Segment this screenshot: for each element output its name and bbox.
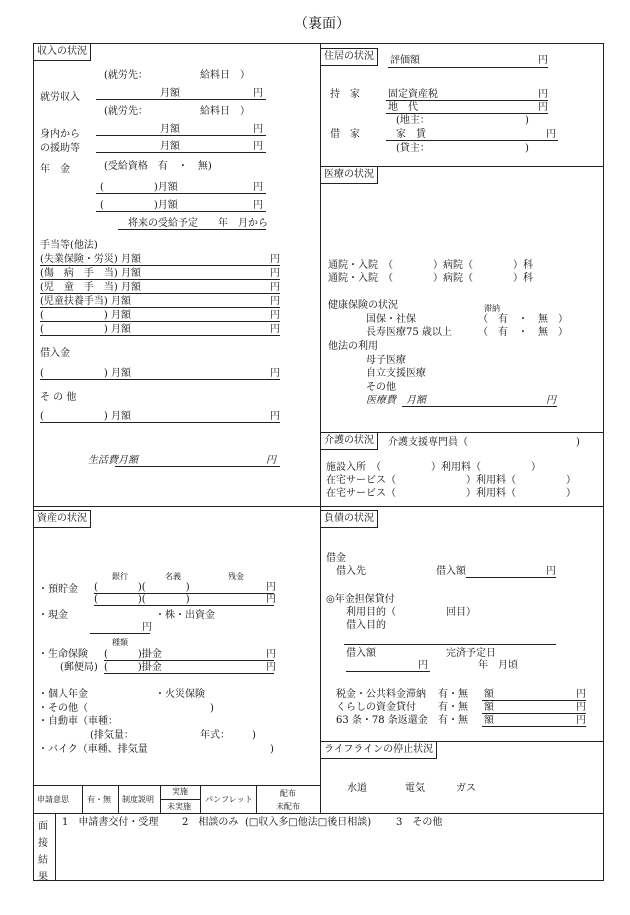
pension-loan: ◎年金担保貸付 — [326, 594, 395, 605]
employer-2: (就労先： — [104, 106, 148, 117]
rent-line — [386, 140, 558, 141]
displacement: (排気量： — [90, 730, 134, 741]
care-close: ) — [576, 437, 580, 448]
type-label: 種類 — [112, 638, 128, 647]
yen-loans: 円 — [270, 368, 280, 379]
payday-1: 給料日 ） — [200, 70, 250, 81]
center-divider — [320, 43, 321, 813]
med-line — [402, 406, 557, 407]
employer-1: (就労先： — [104, 70, 148, 81]
living-underline — [115, 466, 280, 467]
personal-pension: ・個人年金 — [38, 689, 88, 700]
yen-5: 円 — [253, 200, 263, 211]
premium-line-2 — [104, 673, 274, 674]
yen-valuation: 円 — [538, 55, 548, 66]
loans-line: ( ) 月額 — [40, 368, 131, 379]
allowance-row: ( ) 月額 — [40, 324, 131, 335]
landowner-close: ) — [525, 115, 529, 126]
yen-land: 円 — [538, 102, 548, 113]
care-heading: 介護の状況 — [320, 432, 378, 450]
insurance-2-status: （ 有 ・ 無 ） — [478, 327, 568, 338]
stocks: ・株・出資金 — [155, 610, 215, 621]
landowner: (地主： — [396, 115, 430, 126]
rented-house: 借 家 — [330, 129, 360, 140]
footer-application: 申請意思 — [37, 795, 69, 804]
valuation: 評価額 — [390, 55, 420, 66]
yen-other: 円 — [270, 411, 280, 422]
allowance-underline — [40, 335, 280, 336]
model-year: 年式： — [200, 730, 230, 741]
medical-others: その他 — [366, 382, 396, 393]
footer-distributed: 配布 — [280, 789, 296, 798]
property-tax-line — [386, 100, 548, 101]
loan-purpose: 借入目的 — [346, 620, 386, 631]
yen-premium-2: 円 — [266, 662, 276, 673]
allowance-underline — [40, 321, 280, 322]
other-line: ( ) 月額 — [40, 411, 131, 422]
yen-rent: 円 — [546, 129, 556, 140]
arrears-gaku: 額 — [484, 702, 494, 713]
other-underline — [40, 422, 280, 423]
arrears-label: くらしの資金貸付 — [336, 702, 416, 713]
footer-div-2 — [118, 785, 119, 813]
owned-house: 持 家 — [330, 89, 360, 100]
yen-4: 円 — [253, 182, 263, 193]
allowance-yen: 円 — [270, 296, 280, 307]
yen-premium-1: 円 — [266, 649, 276, 660]
yen-living: 円 — [266, 455, 276, 466]
med-cost: 医療費 — [366, 395, 396, 406]
debt-heading: 負債の状況 — [320, 510, 378, 528]
yen-3: 円 — [253, 141, 263, 152]
allowance-yen: 円 — [270, 282, 280, 293]
allowance-yen: 円 — [270, 268, 280, 279]
work-income-line-2 — [96, 135, 266, 136]
assets-other-close: ) — [210, 703, 214, 714]
living-cost: 生活費 — [88, 455, 118, 466]
arrears-yen: 円 — [576, 689, 586, 700]
cash-line — [90, 633, 150, 634]
loans-underline — [40, 379, 280, 380]
yen-deposit-1: 円 — [266, 582, 276, 593]
work-income-label: 就労収入 — [40, 92, 80, 103]
allowance-underline — [40, 293, 280, 294]
property-tax: 固定資産税 — [388, 89, 438, 100]
future-line — [118, 229, 266, 230]
bike: ・バイク（車種、排気量 — [38, 744, 148, 755]
family-support-1: 身内から — [40, 129, 80, 140]
year-month: 年 月頃 — [478, 660, 518, 671]
lifeline-electricity: 電気 — [405, 783, 425, 794]
assets-other: ・その他（ — [38, 703, 88, 714]
allowance-yen: 円 — [270, 324, 280, 335]
post-office: (郵便局) — [60, 662, 98, 673]
debt-lender: 借入先 — [336, 566, 366, 577]
allowance-row: (児 童 手 当) 月額 — [40, 282, 141, 293]
monthly-3: 月額 — [160, 141, 180, 152]
bank-label: 銀行 — [112, 572, 128, 581]
allowances-heading: 手当等(他法) — [40, 240, 98, 251]
fire-insurance: ・火災保険 — [155, 689, 205, 700]
arrears-yes-no: 有・無 — [438, 689, 468, 700]
loans-heading: 借入金 — [40, 348, 70, 359]
allowance-underline — [40, 265, 280, 266]
balance-label: 残金 — [228, 572, 244, 581]
valuation-line — [388, 67, 548, 68]
nominee-label: 名義 — [165, 572, 181, 581]
payday-2: 給料日 ） — [200, 106, 250, 117]
care-facility: 施設入所 （ ）利用料（ ） — [326, 462, 541, 473]
arrears-underline — [482, 700, 586, 701]
other-heading: そ の 他 — [40, 392, 77, 403]
monthly-2: 月額 — [160, 124, 180, 135]
care-home-2: 在宅サービス（ ）利用料（ ） — [326, 488, 576, 499]
lifeline-heading: ライフラインの停止状況 — [320, 741, 437, 759]
footer-yes-no: 有・無 — [87, 795, 111, 804]
arrears-yen: 円 — [576, 715, 586, 726]
arrears-yen: 円 — [576, 702, 586, 713]
interview-option-2: 2 相談のみ — [182, 817, 239, 828]
arrears-label: 滞納 — [484, 304, 500, 313]
footer-bottom — [33, 813, 604, 814]
lifeline-water: 水道 — [347, 783, 367, 794]
arrears-gaku: 額 — [484, 689, 494, 700]
allowance-yen: 円 — [270, 254, 280, 265]
monthly-1: 月額 — [160, 88, 180, 99]
interview-option-1: 1 申請書交付・受理 — [62, 817, 159, 828]
med-monthly: 月額 — [406, 395, 426, 406]
rent: 家 賃 — [396, 129, 426, 140]
life-insurance: ・生命保険 — [38, 649, 88, 660]
yen-amount: 円 — [418, 660, 428, 671]
assets-heading: 資産の状況 — [33, 510, 91, 528]
insurance-1-status: （ 有 ・ 無 ） — [478, 314, 568, 325]
insurance-1: 国保・社保 — [366, 314, 416, 325]
pension-line-2 — [96, 211, 266, 212]
arrears-gaku: 額 — [484, 715, 494, 726]
car: ・自動車（車種： — [38, 716, 118, 727]
middle-divider — [33, 506, 604, 507]
yen-med: 円 — [546, 395, 556, 406]
interview-option-2-detail: (□収入多□他法□後日相談) — [245, 817, 372, 828]
loan-use: 利用目的（ 回目） — [346, 607, 476, 618]
allowance-yen: 円 — [270, 310, 280, 321]
pension-monthly-1: ( )月額 — [100, 182, 178, 193]
allowance-underline — [40, 307, 280, 308]
premium-1: ( )掛金 — [104, 649, 162, 660]
footer-div-4 — [200, 785, 201, 813]
allowance-row: (失業保険・労災) 月額 — [40, 254, 141, 265]
page-title: （裏面） — [294, 16, 350, 32]
work-income-line-1 — [96, 99, 266, 100]
footer-pamphlet: パンフレット — [205, 795, 253, 804]
arrears-label: 63 条・78 条返還金 — [336, 715, 428, 726]
arrears-label: 税金・公共料金滞納 — [336, 689, 426, 700]
arrears-underline — [482, 726, 586, 727]
car-close: ) — [252, 730, 256, 741]
land-rent: 地 代 — [388, 102, 418, 113]
yen-1: 円 — [253, 88, 263, 99]
footer-div-1 — [82, 785, 83, 813]
pension-eligibility: (受給資格 有 ・ 無) — [104, 161, 212, 172]
allowance-row: (傷 病 手 当) 月額 — [40, 268, 141, 279]
family-support-2: の援助等 — [40, 143, 80, 154]
borrowed-line — [466, 577, 556, 578]
family-line — [96, 152, 266, 153]
yen-2: 円 — [253, 124, 263, 135]
pension-amount: 借入額 — [346, 648, 376, 659]
medical-visit-1: 通院・入院 （ ）病院（ ）科 — [328, 260, 533, 271]
footer-explanation: 制度説明 — [122, 795, 154, 804]
arrears-underline — [482, 713, 586, 714]
other-law: 他法の利用 — [328, 341, 378, 352]
insurance-heading: 健康保険の状況 — [328, 300, 398, 311]
allowance-row: (児童扶養手当) 月額 — [40, 296, 131, 307]
borrowing: 借金 — [326, 553, 346, 564]
deposit-line-2 — [94, 605, 274, 606]
purpose-line — [344, 644, 556, 645]
footer-not-distributed: 未配布 — [276, 802, 300, 811]
footer-div-5 — [256, 785, 257, 813]
deposit-row-1: ( )( ) — [94, 582, 190, 593]
yen-deposit-2: 円 — [266, 594, 276, 605]
pension-label: 年 金 — [40, 164, 70, 175]
allowance-underline — [40, 279, 280, 280]
lifeline-gas: ガス — [456, 783, 476, 794]
pension-line-1 — [96, 193, 266, 194]
amount-borrowed: 借入額 — [436, 566, 466, 577]
income-heading: 収入の状況 — [33, 43, 91, 61]
premium-2: ( )掛金 — [104, 662, 162, 673]
yen-cash: 円 — [142, 622, 152, 633]
premium-line-1 — [104, 660, 274, 661]
footer-done-divider — [160, 799, 200, 800]
interview-option-3: 3 その他 — [396, 817, 443, 828]
interview-label: 面 接 結 果 — [38, 821, 48, 883]
interview-divider — [55, 813, 56, 881]
independence: 自立支援医療 — [366, 368, 426, 379]
arrears-yes-no: 有・無 — [438, 715, 468, 726]
future-start: 将来の受給予定 年 月から — [128, 218, 268, 229]
yen-borrowed: 円 — [546, 566, 556, 577]
deposits: ・預貯金 — [38, 584, 78, 595]
footer-done: 実施 — [172, 787, 188, 796]
arrears-yes-no: 有・無 — [438, 702, 468, 713]
land-rent-line — [386, 113, 548, 114]
allowance-row: ( ) 月額 — [40, 310, 131, 321]
care-home-1: 在宅サービス（ ）利用料（ ） — [326, 475, 576, 486]
pension-monthly-2: ( )月額 — [100, 200, 178, 211]
lender: (貸主： — [396, 143, 430, 154]
insurance-2: 長寿医療75 歳以上 — [366, 327, 452, 338]
housing-heading: 住居の状況 — [320, 48, 378, 66]
lender-close: ) — [525, 143, 529, 154]
deposit-row-2: ( )( ) — [94, 594, 190, 605]
yen-property: 円 — [538, 89, 548, 100]
mother-child: 母子医療 — [366, 355, 406, 366]
completion: 完済予定日 — [446, 648, 496, 659]
care-manager: 介護支援専門員（ — [388, 437, 468, 448]
cash: ・現金 — [38, 610, 68, 621]
medical-visit-2: 通院・入院 （ ）病院（ ）科 — [328, 273, 533, 284]
medical-heading: 医療の状況 — [320, 166, 378, 184]
bike-close: ) — [270, 744, 274, 755]
footer-not-done: 未実施 — [167, 802, 191, 811]
living-monthly: 月額 — [118, 455, 138, 466]
